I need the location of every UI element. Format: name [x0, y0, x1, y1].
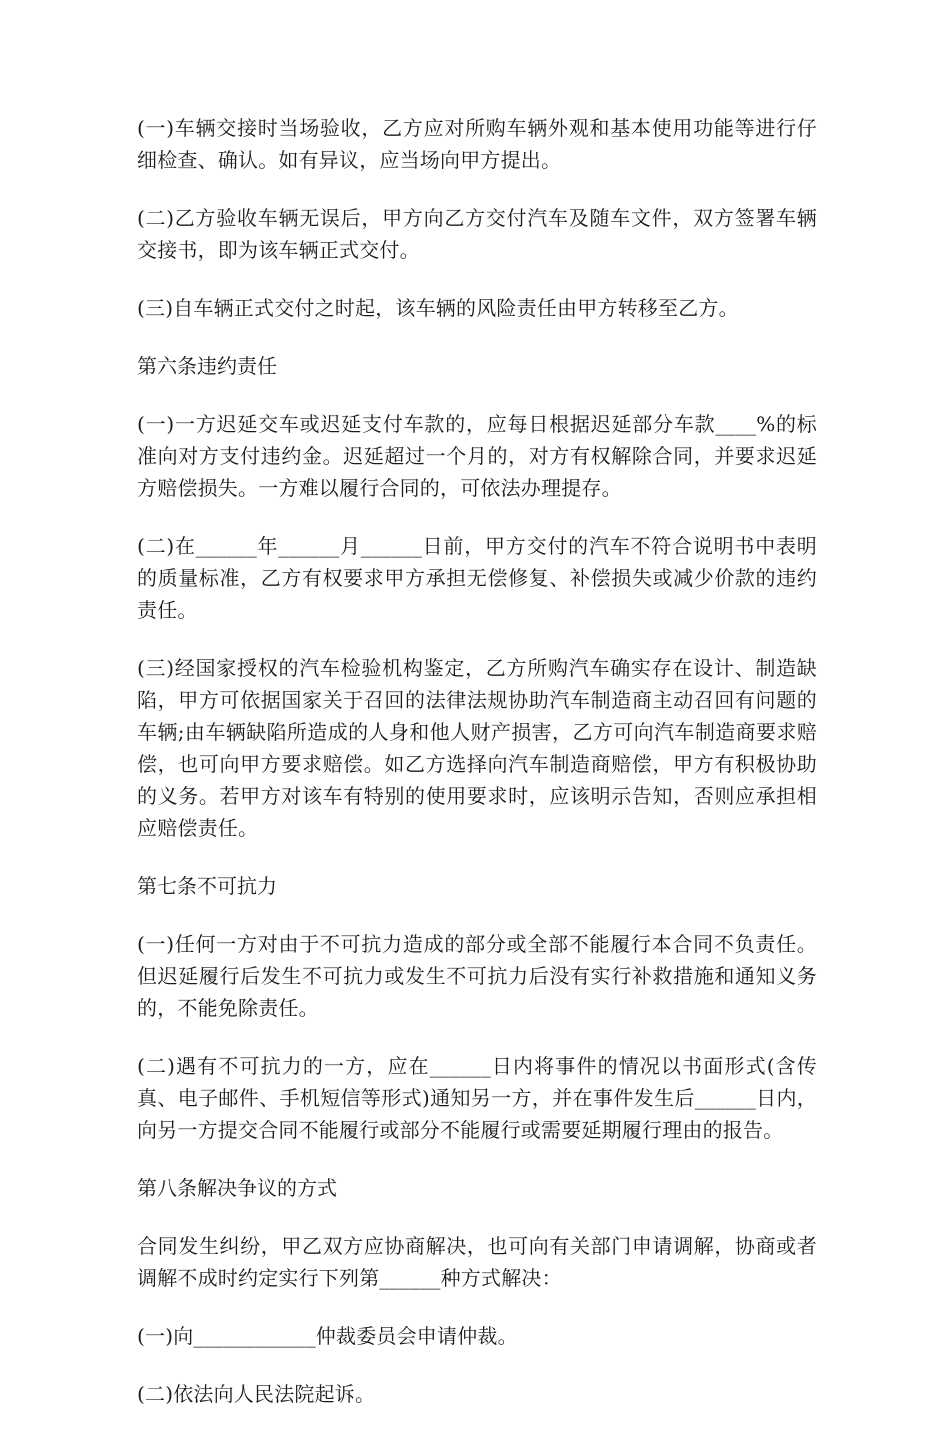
- article-heading: 第八条解决争议的方式: [137, 1176, 337, 1200]
- clause-paragraph: (一)向____________仲裁委员会申请仲裁。: [137, 1324, 518, 1348]
- clause-paragraph: (二)在______年______月______日前，甲方交付的汽车不符合说明书中表明的质量标准，乙方有权要求甲方承担无偿修复、补偿损失或减少价款的违约责任。: [137, 534, 817, 622]
- clause-paragraph: (一)车辆交接时当场验收，乙方应对所购车辆外观和基本使用功能等进行仔细检查、确认。如有异议，应当场向甲方提出。: [137, 116, 817, 172]
- clause-paragraph: (三)经国家授权的汽车检验机构鉴定，乙方所购汽车确实存在设计、制造缺陷，甲方可依据国家关于召回的法律法规协助汽车制造商主动召回有问题的车辆;由车辆缺陷所造成的人身和他人财产损害，乙方可向汽车制造商要求赔偿，也可向甲方要求赔偿。如乙方选择向汽车制造商赔偿，甲方有积极协助的义务。若甲方对该车有特别的使用要求时，应该明示告知，否则应承担相应赔偿责任。: [137, 656, 817, 840]
- clause-paragraph: (二)遇有不可抗力的一方，应在______日内将事件的情况以书面形式(含传真、电子邮件、手机短信等形式)通知另一方，并在事件发生后______日内，向另一方提交合同不能履行或部分不能履行或需要延期履行理由的报告。: [137, 1054, 817, 1142]
- clause-paragraph: (三)自车辆正式交付之时起，该车辆的风险责任由甲方转移至乙方。: [137, 296, 739, 320]
- document-page: [137, 112, 817, 1436]
- article-heading: 第七条不可抗力: [137, 874, 277, 898]
- clause-paragraph: (一)一方迟延交车或迟延支付车款的，应每日根据迟延部分车款____%的标准向对方支付违约金。迟延超过一个月的，对方有权解除合同，并要求迟延方赔偿损失。一方难以履行合同的，可依法办理提存。: [137, 412, 817, 500]
- article-heading: 第六条违约责任: [137, 354, 277, 378]
- clause-paragraph: (二)乙方验收车辆无误后，甲方向乙方交付汽车及随车文件，双方签署车辆交接书，即为该车辆正式交付。: [137, 206, 817, 262]
- clause-paragraph: 合同发生纠纷，甲乙双方应协商解决，也可向有关部门申请调解，协商或者调解不成时约定实行下列第______种方式解决：: [137, 1234, 817, 1290]
- clause-paragraph: (一)任何一方对由于不可抗力造成的部分或全部不能履行本合同不负责任。但迟延履行后发生不可抗力或发生不可抗力后没有实行补救措施和通知义务的，不能免除责任。: [137, 932, 817, 1020]
- clause-paragraph: (二)依法向人民法院起诉。: [137, 1382, 376, 1406]
